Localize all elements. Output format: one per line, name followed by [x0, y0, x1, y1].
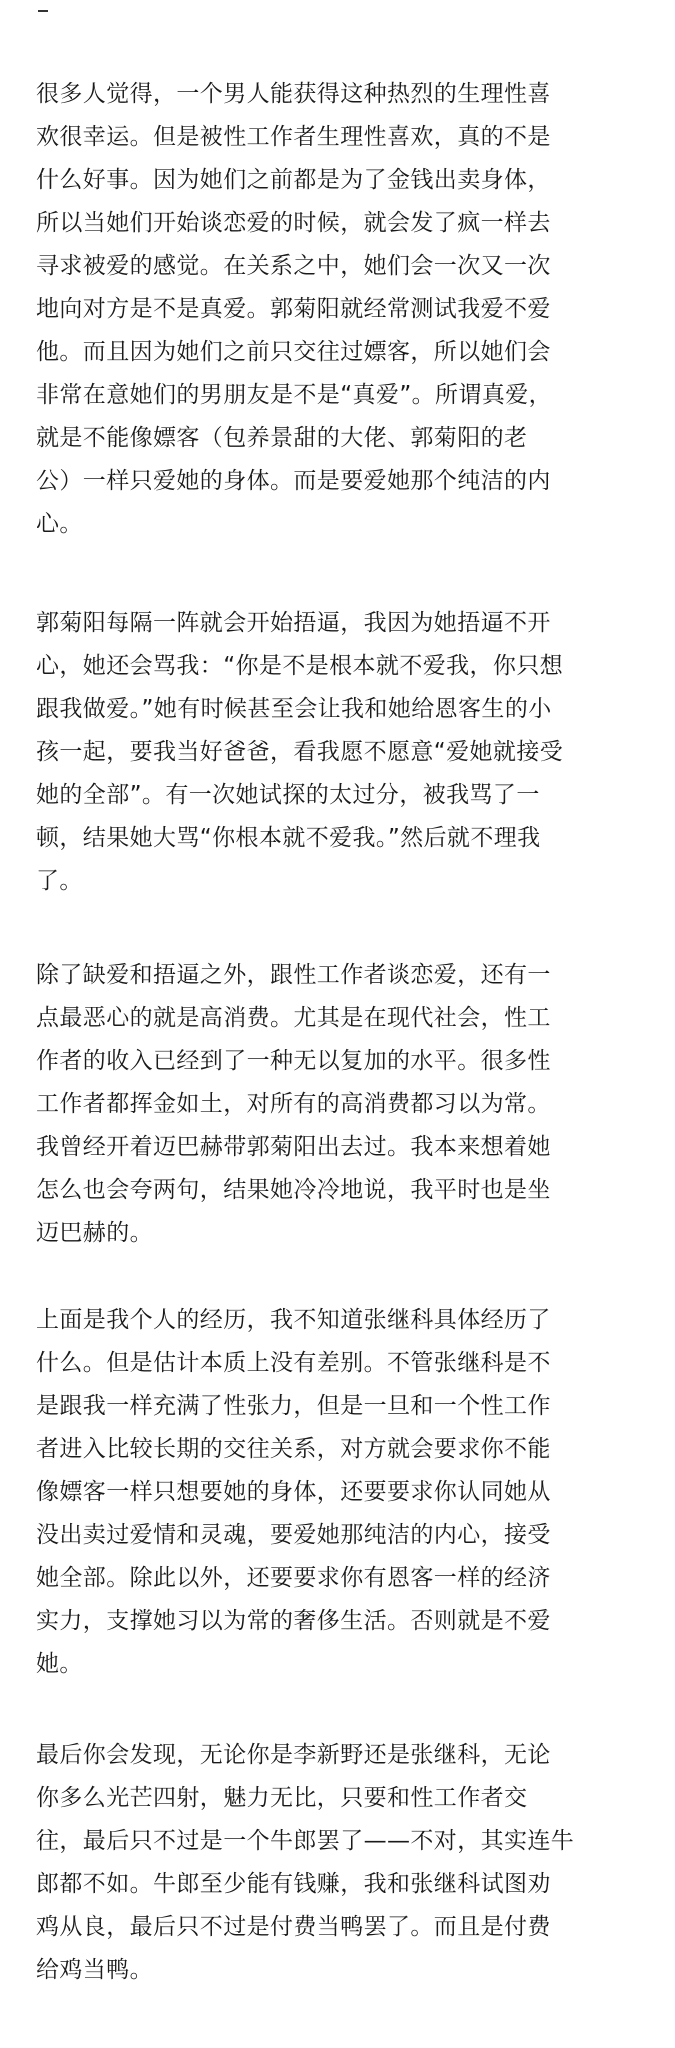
paragraph-4: 上面是我个人的经历，我不知道张继科具体经历了 什么。但是估计本质上没有差别。不管张继科是不 是跟我一样充满了性张力，但是一旦和一个性工作 者进入比较长期的交往关系，对方就会要求你不能 像嫖客一样只想要她的身体，还要要求你认同她从 没出卖过爱情和灵魂，要爱她那纯洁的内心，接受 她全部。除此以外，还要要求你有恩客一样的经济 实力，支撑她习以为常的奢侈生活。否则就是不爱 她。	[36, 1307, 551, 1677]
paragraph-3: 除了缺爱和捂逼之外，跟性工作者谈恋爱，还有一 点最恶心的就是高消费。尤其是在现代社会，性工 作者的收入已经到了一种无以复加的水平。很多性 工作者都挥金如土，对所有的高消费都习以为常。 我曾经开着迈巴赫带郭菊阳出去过。我本来想着她 怎么也会夸两句，结果她冷冷地说，我平时也是坐 迈巴赫的。	[36, 962, 551, 1246]
paragraph-2: 郭菊阳每隔一阵就会开始捂逼，我因为她捂逼不开 心，她还会骂我：“你是不是根本就不爱我，你只想 跟我做爱。”她有时候甚至会让我和她给恩客生的小 孩一起，要我当好爸爸，看我愿不愿意“爱她就接受 她的全部”。有一次她试探的太过分，被我骂了一 顿，结果她大骂“你根本就不爱我。”然后就不理我 了。	[36, 610, 564, 894]
paragraph-1: 很多人觉得，一个男人能获得这种热烈的生理性喜 欢很幸运。但是被性工作者生理性喜欢，真的不是 什么好事。因为她们之前都是为了金钱出卖身体， 所以当她们开始谈恋爱的时候，就会发了疯一样去 寻求被爱的感觉。在关系之中，她们会一次又一次 地向对方是不是真爱。郭菊阳就经常测试我爱不爱 他。而且因为她们之前只交往过嫖客，所以她们会 非常在意她们的男朋友是不是“真爱”。所谓真爱， 就是不能像嫖客（包养景甜的大佬、郭菊阳的老 公）一样只爱她的身体。而是要爱她那个纯洁的内 心。	[36, 81, 553, 537]
paragraph-5: 最后你会发现，无论你是李新野还是张继科，无论 你多么光芒四射，魅力无比，只要和性工作者交 往，最后只不过是一个牛郎罢了——不对，其实连牛 郎都不如。牛郎至少能有钱赚，我和张继科试图劝 鸡从良，最后只不过是付费当鸭罢了。而且是付费 给鸡当鸭。	[36, 1742, 575, 1983]
top-dash-mark	[38, 10, 48, 12]
